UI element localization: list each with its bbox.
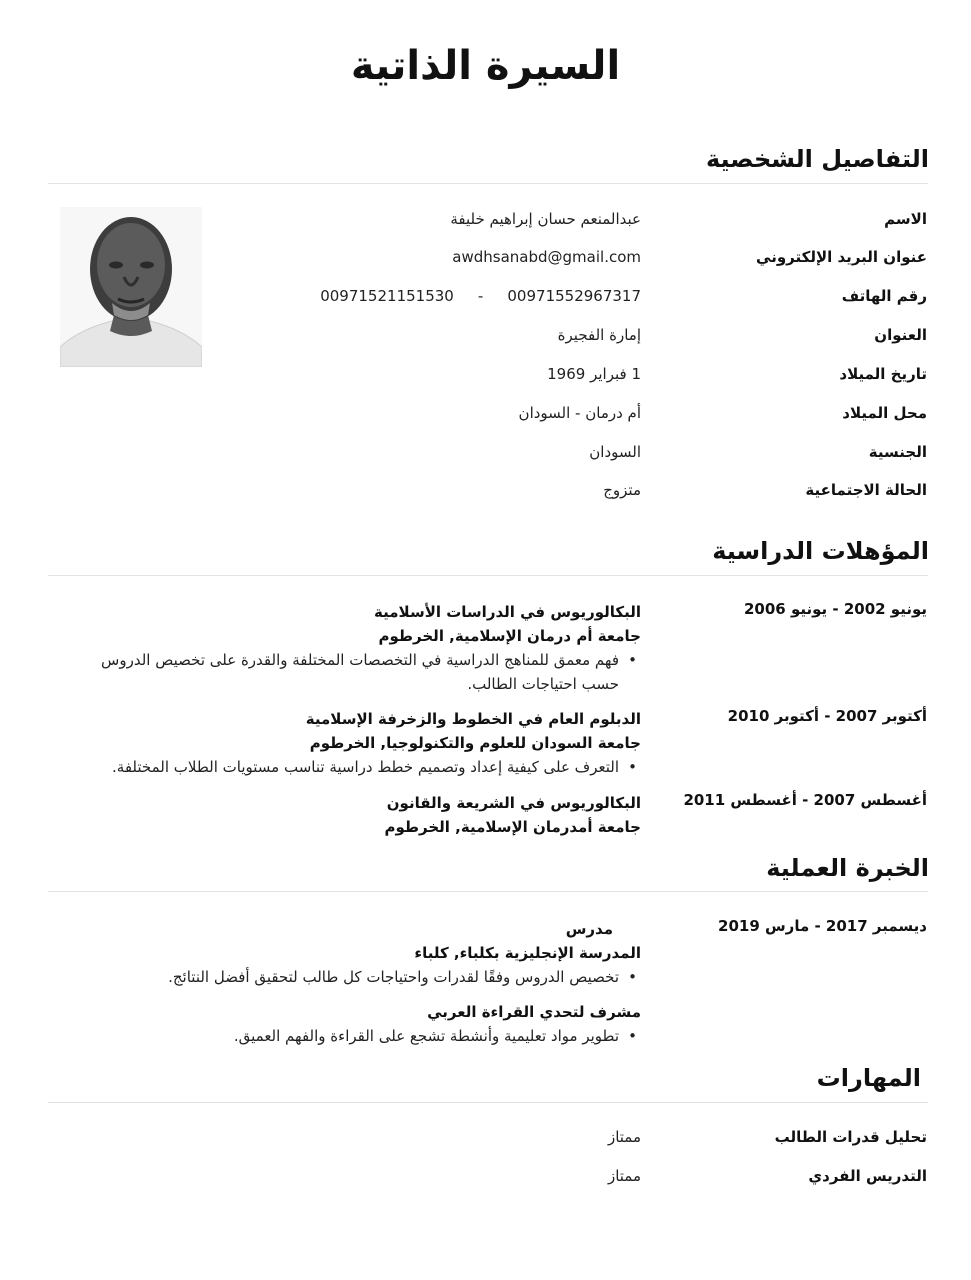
- skill-level: ممتاز: [607, 1167, 641, 1185]
- section-title-education: المؤهلات الدراسية: [712, 537, 929, 565]
- phone-separator: -: [477, 287, 484, 305]
- entry-role: مدرس: [565, 920, 613, 938]
- divider: [48, 1102, 928, 1103]
- section-title-skills: المهارات: [816, 1064, 921, 1092]
- detail-row-birthdate: [0, 365, 971, 393]
- page-title: السيرة الذاتية: [350, 43, 621, 89]
- entry-organization: المدرسة الإنجليزية بكلباء, كلباء: [414, 944, 641, 962]
- detail-label: الجنسية: [868, 443, 927, 461]
- phone-number-2[interactable]: 00971552967317: [507, 287, 641, 305]
- detail-label: عنوان البريد الإلكتروني: [756, 248, 927, 266]
- divider: [48, 891, 928, 892]
- entry-body: [71, 707, 641, 779]
- detail-row-email: [0, 248, 971, 276]
- detail-label: الحالة الاجتماعية: [805, 481, 927, 499]
- skill-row: [0, 1128, 971, 1156]
- entry-degree: البكالوريوس في الشريعة والقانون: [386, 794, 641, 812]
- entry-bullets: [71, 1024, 641, 1048]
- detail-label: تاريخ الميلاد: [839, 365, 927, 383]
- email-value[interactable]: awdhsanabd@gmail.com: [452, 248, 641, 266]
- entry-date: أغسطس 2007 - أغسطس 2011: [683, 791, 927, 809]
- phone-values: [320, 287, 641, 305]
- skill-row: [0, 1167, 971, 1195]
- bullet-item: • فهم معمق للمناهج الدراسية في التخصصات المختلفة والقدرة على تخصيص الدروس حسب احتياجات الطالب.: [71, 648, 619, 696]
- entry-institution: جامعة أمدرمان الإسلامية, الخرطوم: [384, 818, 641, 836]
- entry-degree: الدبلوم العام في الخطوط والزخرفة الإسلامية: [305, 710, 641, 728]
- detail-row-name: [0, 210, 971, 238]
- bullet-item: • التعرف على كيفية إعداد وتصميم خطط دراسية تناسب مستويات الطلاب المختلفة.: [71, 755, 619, 779]
- detail-value: متزوج: [603, 481, 641, 499]
- detail-label: محل الميلاد: [842, 404, 927, 422]
- detail-label: العنوان: [874, 326, 927, 344]
- entry-body: [71, 917, 641, 989]
- phone-number-1[interactable]: 00971521151530: [320, 287, 454, 305]
- entry-body: [71, 791, 641, 839]
- bullet-item: • تطوير مواد تعليمية وأنشطة تشجع على القراءة والفهم العميق.: [71, 1024, 619, 1048]
- divider: [48, 183, 928, 184]
- detail-value: 1 فبراير 1969: [547, 365, 641, 383]
- divider: [48, 575, 928, 576]
- entry-body: [71, 1000, 641, 1048]
- entry-date: ديسمبر 2017 - مارس 2019: [718, 917, 927, 935]
- entry-institution: جامعة أم درمان الإسلامية, الخرطوم: [378, 627, 641, 645]
- detail-row-birthplace: [0, 404, 971, 432]
- detail-value: إمارة الفجيرة: [557, 326, 641, 344]
- detail-row-phone: [0, 287, 971, 315]
- detail-row-nationality: [0, 443, 971, 471]
- entry-role: مشرف لتحدي القراءة العربي: [427, 1003, 641, 1021]
- detail-label: الاسم: [884, 210, 927, 228]
- detail-value: أم درمان - السودان: [518, 404, 641, 422]
- entry-bullets: [71, 755, 641, 779]
- entry-institution: جامعة السودان للعلوم والتكنولوجيا, الخرطوم: [309, 734, 641, 752]
- detail-value: عبدالمنعم حسان إبراهيم خليفة: [450, 210, 641, 228]
- skill-label: التدريس الفردي: [808, 1167, 927, 1185]
- skill-label: تحليل قدرات الطالب: [774, 1128, 927, 1146]
- detail-label: رقم الهاتف: [841, 287, 927, 305]
- section-title-experience: الخبرة العملية: [766, 854, 929, 882]
- entry-bullets: [71, 648, 641, 696]
- detail-row-address: [0, 326, 971, 354]
- skill-level: ممتاز: [607, 1128, 641, 1146]
- entry-date: يونيو 2002 - يونيو 2006: [743, 600, 927, 618]
- entry-body: [71, 600, 641, 696]
- entry-degree: البكالوريوس في الدراسات الأسلامية: [374, 603, 641, 621]
- entry-bullets: [71, 965, 641, 989]
- entry-date: أكتوبر 2007 - أكتوبر 2010: [727, 707, 927, 725]
- detail-value: السودان: [589, 443, 641, 461]
- bullet-item: • تخصيص الدروس وفقًا لقدرات واحتياجات كل طالب لتحقيق أفضل النتائج.: [71, 965, 619, 989]
- section-title-personal: التفاصيل الشخصية: [705, 145, 929, 173]
- detail-row-marital-status: [0, 481, 971, 509]
